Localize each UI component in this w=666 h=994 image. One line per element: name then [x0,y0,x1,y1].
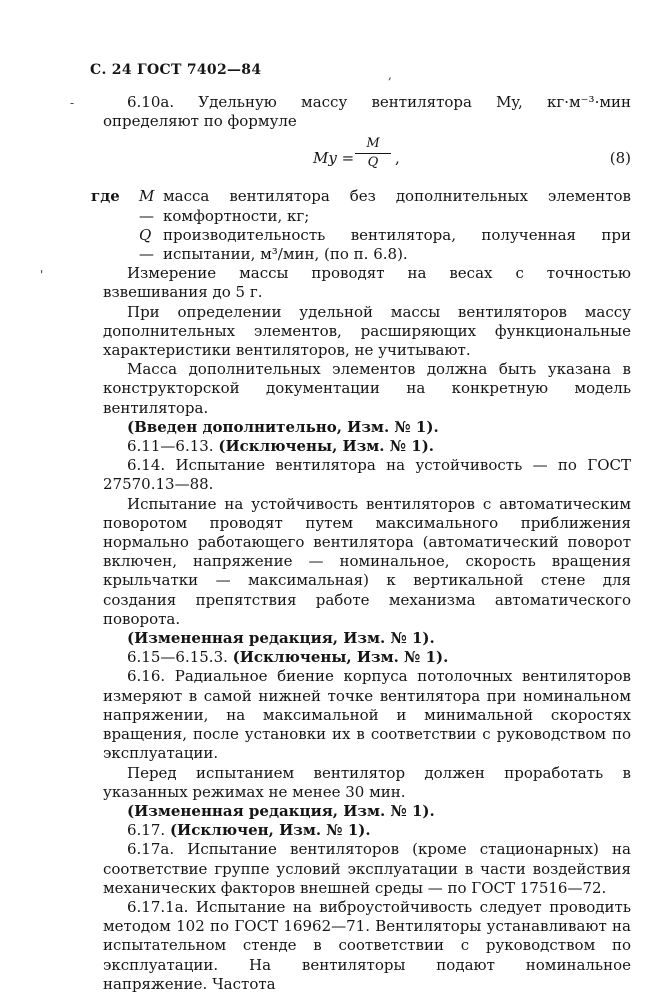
paragraph [103,821,631,840]
where-symbol: M — [139,187,155,225]
where-label: где [91,187,120,206]
where-row-m [91,187,631,225]
formula-number: (8) [609,149,631,168]
scan-speck: - [70,96,75,110]
paragraph: 6.17а. Испытание вентиляторов (кроме стационарных) на соответствие группе условий эксплуатации в части воздействия механических факторов внешней среды — по ГОСТ 17516—72. [103,840,631,897]
amendment-note: (Исключены, Изм. № 1). [218,437,435,456]
formula-denominator: Q [367,155,379,171]
formula-lhs: My = [313,149,355,168]
paragraph: Испытание на устойчивость вентиляторов с автоматическим поворотом проводят путем максимального приближения нормально работающего вентилятора (автоматический поворот включен, напряжение — номинальное, скорость вращения крыльчатки — максимальная) к вертикальной стене для создания препятствия работе механизма автоматического поворота. [103,494,631,628]
paragraph: Масса дополнительных элементов должна быть указана в конструкторской документации на конкретную модель вентилятора. [103,360,631,417]
where-definition: производительность вентилятора, полученная при испытании, м³/мин, (по п. 6.8). [163,225,631,264]
where-symbol: Q — [139,225,154,264]
paragraph: 6.17.1а. Испытание на виброустойчивость следует проводить методом 102 по ГОСТ 16962—71. Вентиляторы устанавливают на испытательном стенде в соответствии с руководством по эксплуатации. На вентиляторы подают номинальное напряжение. Частота [103,897,631,993]
clause-number: 6.11—6.13. [127,437,219,456]
scan-speck: , [388,68,392,82]
page-header: С. 24 ГОСТ 7402—84 [90,62,262,78]
paragraph: Перед испытанием вентилятор должен проработать в указанных режимах не менее 30 мин. [103,763,631,801]
amendment-note: (Измененная редакция, Изм. № 1). [127,629,435,648]
clause-number: 6.15—6.15.3. [127,648,233,667]
paragraph: Измерение массы проводят на весах с точностью взвешивания до 5 г. [103,264,631,302]
paragraph: При определении удельной массы вентиляторов массу дополнительных элементов, расширяющих функциональные характеристики вентиляторов, не учитывают. [103,302,631,360]
where-definition: масса вентилятора без дополнительных элементов комфортности, кг; [163,187,631,225]
formula-fraction [355,136,391,171]
paragraph: 6.14. Испытание вентилятора на устойчивость — по ГОСТ 27570.13—88. [103,456,631,494]
formula-8 [103,135,631,185]
amendment-note: (Измененная редакция, Изм. № 1). [127,801,435,820]
scan-speck: ' [40,268,44,282]
paragraph: 6.16. Радиальное биение корпуса потолочных вентиляторов измеряют в самой нижней точке вентилятора при номинальном напряжении, на максимальной и минимальной скоростях вращения, после установки их в соответствии с руководством по эксплуатации. [103,667,631,763]
where-row-q [103,226,631,264]
document-body [91,93,631,994]
formula-numerator: M [366,136,380,152]
paragraph-6-10a: 6.10а. Удельную массу вентилятора My, кг·м⁻³·мин определяют по формуле [103,93,631,131]
formula-trailing: , [395,149,400,168]
fraction-bar [355,153,391,154]
paragraph [103,437,631,456]
clause-number: 6.17. [127,821,170,840]
paragraph [103,648,631,667]
amendment-note: (Исключен, Изм. № 1). [169,821,371,840]
amendment-note: (Введен дополнительно, Изм. № 1). [127,417,439,436]
amendment-note: (Исключены, Изм. № 1). [232,648,449,667]
